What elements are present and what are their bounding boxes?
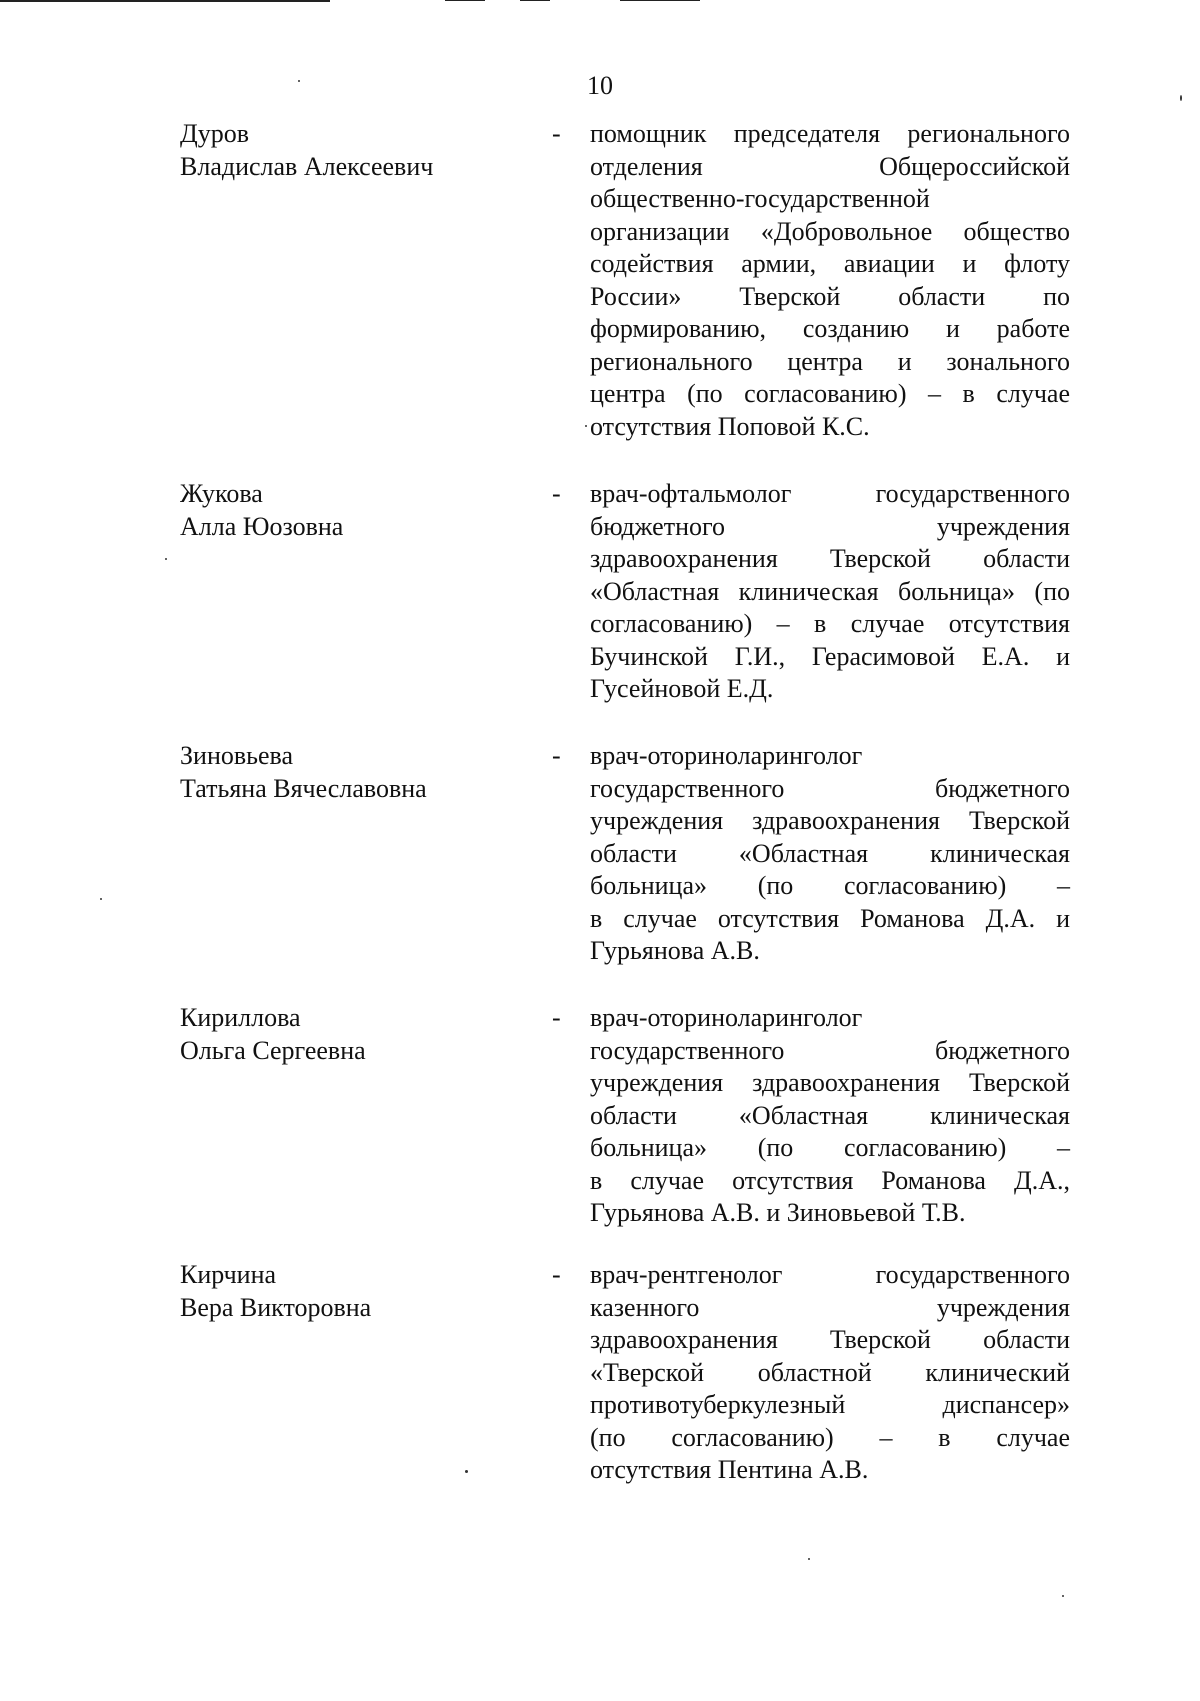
role-line: организации «Добровольное общество — [590, 216, 1070, 246]
role-line: здравоохранения Тверской области — [590, 1325, 1070, 1354]
role-line: отсутствия Поповой К.С. — [590, 411, 870, 441]
scan-speck — [1062, 1595, 1064, 1597]
scan-speck — [100, 898, 102, 900]
role-line: в случае отсутствия Романова Д.А., — [590, 1165, 1070, 1195]
role-line: противотуберкулезный диспансер» — [590, 1390, 1070, 1419]
role-line: помощник председателя регионального — [590, 119, 1070, 148]
role-line: (по согласованию) – в случае — [590, 1422, 1070, 1452]
scan-artifact-line — [620, 0, 700, 1]
role-line: регионального центра и зонального — [590, 346, 1070, 376]
role-line: области «Областная клиническая — [590, 1100, 1070, 1130]
role-line: «Областная клиническая больница» (по — [590, 576, 1070, 606]
role-line: «Тверской областной клинический — [590, 1357, 1070, 1387]
role-description — [590, 118, 1070, 443]
surname: Жукова — [180, 479, 263, 508]
scan-artifact-line — [520, 0, 550, 1]
separator-dash: - — [552, 479, 561, 508]
person-name — [180, 478, 540, 543]
surname: Дуров — [180, 119, 250, 148]
given-names: Алла Юозовна — [180, 511, 344, 541]
role-line: врач-оториноларинголог — [590, 741, 863, 770]
scan-speck — [465, 1470, 468, 1473]
scan-speck — [808, 1558, 810, 1560]
role-line: Гурьянова А.В. — [590, 936, 760, 965]
page-number: 10 — [587, 71, 613, 100]
role-line: больница» (по согласованию) – — [590, 871, 1070, 900]
person-name — [180, 1259, 540, 1324]
scan-speck — [298, 80, 300, 82]
scan-speck — [585, 425, 587, 427]
scan-speck — [1180, 95, 1182, 101]
separator-dash: - — [552, 119, 561, 148]
person-name — [180, 1002, 540, 1067]
separator-dash: - — [552, 1003, 561, 1032]
role-line: врач-рентгенолог государственного — [590, 1260, 1070, 1289]
role-line: отделения Общероссийской — [590, 151, 1070, 181]
role-line: здравоохранения Тверской области — [590, 544, 1070, 573]
given-names: Вера Викторовна — [180, 1292, 372, 1322]
role-line: отсутствия Пентина А.В. — [590, 1455, 869, 1484]
separator-dash: - — [552, 741, 561, 770]
role-line: бюджетного учреждения — [590, 511, 1070, 541]
given-names: Ольга Сергеевна — [180, 1035, 366, 1065]
role-description — [590, 1002, 1070, 1230]
role-line: врач-офтальмолог государственного — [590, 479, 1070, 508]
role-line: врач-оториноларинголог — [590, 1003, 863, 1032]
role-line: учреждения здравоохранения Тверской — [590, 1068, 1070, 1097]
role-line: больница» (по согласованию) – — [590, 1133, 1070, 1162]
role-description — [590, 1259, 1070, 1487]
role-line: в случае отсутствия Романова Д.А. и — [590, 903, 1070, 933]
given-names: Татьяна Вячеславовна — [180, 773, 427, 803]
given-names: Владислав Алексеевич — [180, 151, 434, 181]
role-line: государственного бюджетного — [590, 1035, 1070, 1065]
role-line: содействия армии, авиации и флоту — [590, 249, 1070, 278]
role-line: государственного бюджетного — [590, 773, 1070, 803]
role-line: согласованию) – в случае отсутствия — [590, 609, 1070, 638]
role-description — [590, 740, 1070, 968]
role-line: Бучинской Г.И., Герасимовой Е.А. и — [590, 641, 1070, 671]
role-line: казенного учреждения — [590, 1292, 1070, 1322]
scan-artifact-line — [0, 0, 330, 2]
role-line: учреждения здравоохранения Тверской — [590, 806, 1070, 835]
scan-speck — [165, 558, 167, 560]
role-description — [590, 478, 1070, 706]
scan-artifact-line — [445, 0, 485, 1]
person-name — [180, 118, 540, 183]
person-name — [180, 740, 540, 805]
role-line: формированию, созданию и работе — [590, 314, 1070, 343]
surname: Зиновьева — [180, 741, 294, 770]
role-line: Гурьянова А.В. и Зиновьевой Т.В. — [590, 1198, 966, 1227]
role-line: центра (по согласованию) – в случае — [590, 379, 1070, 408]
role-line: области «Областная клиническая — [590, 838, 1070, 868]
role-line: Гусейновой Е.Д. — [590, 674, 774, 703]
separator-dash: - — [552, 1260, 561, 1289]
surname: Кирчина — [180, 1260, 277, 1289]
surname: Кириллова — [180, 1003, 301, 1032]
role-line: России» Тверской области по — [590, 281, 1070, 311]
role-line: общественно-государственной — [590, 184, 930, 213]
